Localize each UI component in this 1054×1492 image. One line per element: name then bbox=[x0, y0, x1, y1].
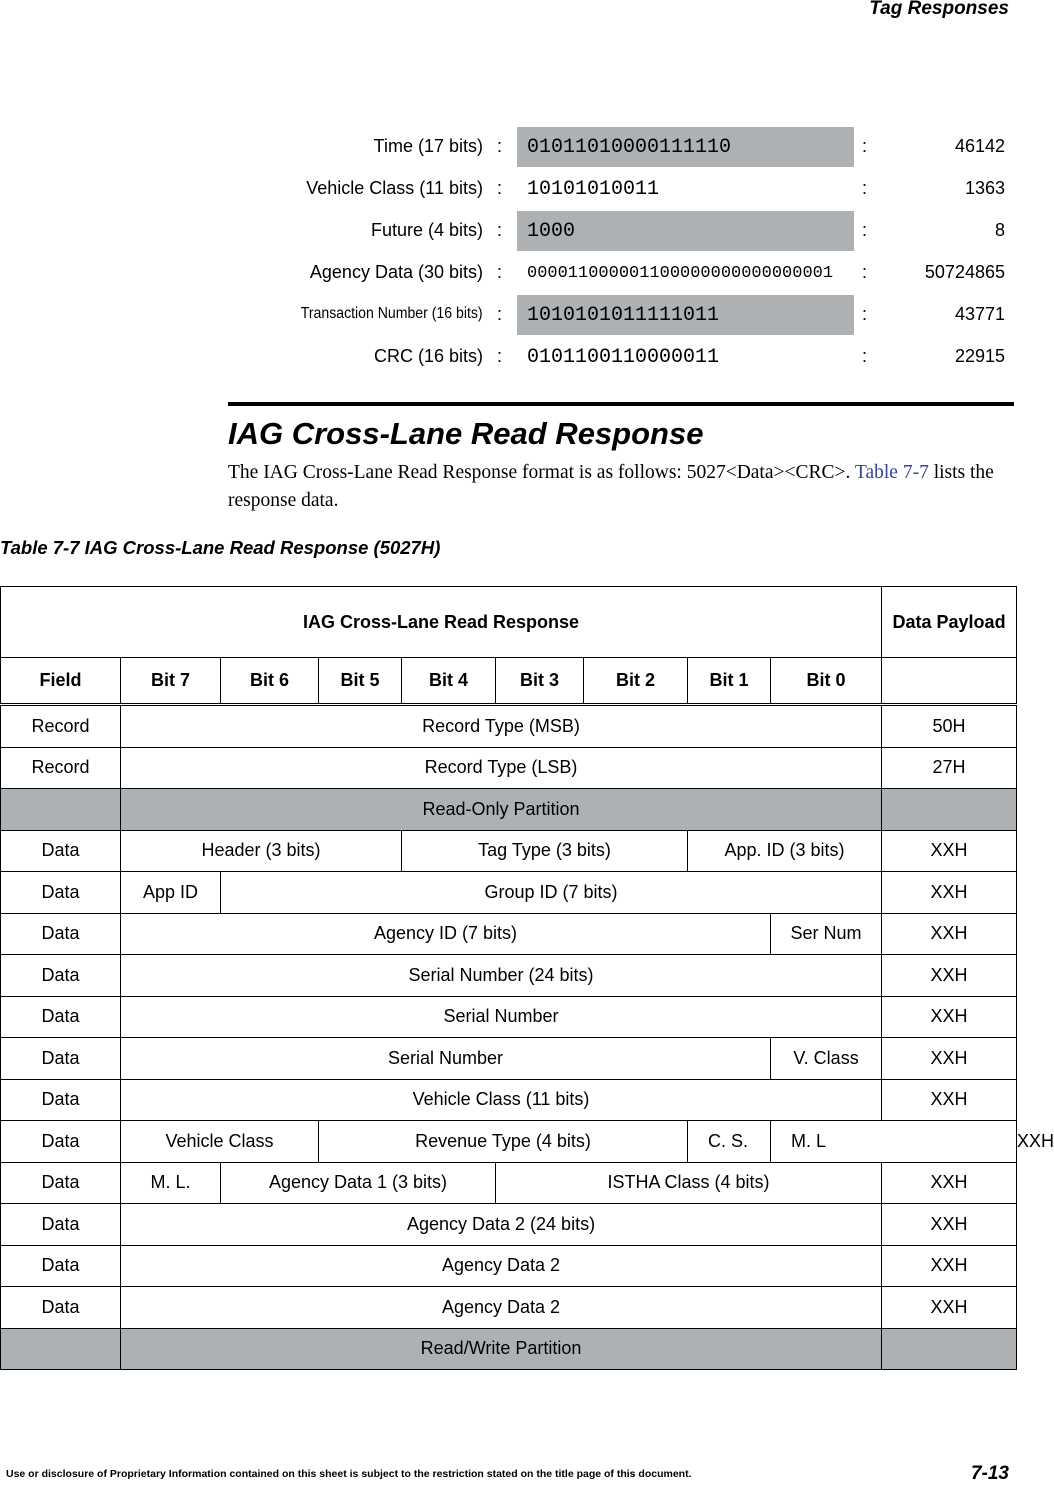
page-header-title: Tag Responses bbox=[869, 0, 1009, 19]
payload-cell: XXH bbox=[882, 1162, 1017, 1204]
table-title-row bbox=[1, 587, 1017, 658]
bit-cell: Agency ID (7 bits) bbox=[121, 913, 771, 955]
table-row bbox=[1, 747, 1017, 789]
field-cell: Data bbox=[1, 1162, 121, 1204]
partition-row bbox=[1, 1328, 1017, 1370]
field-cell: Data bbox=[1, 1121, 121, 1163]
bit-cell: Group ID (7 bits) bbox=[221, 872, 882, 914]
bit-field-binary: 1010101011111011 bbox=[527, 304, 720, 327]
bit-field-value-box bbox=[517, 127, 854, 167]
payload-cell: XXH bbox=[882, 1287, 1017, 1329]
table-row bbox=[1, 913, 1017, 955]
payload-cell: XXH bbox=[882, 872, 1017, 914]
partition-cell-empty bbox=[1, 789, 121, 831]
response-table bbox=[0, 586, 1054, 1370]
bit-field-row bbox=[0, 336, 1019, 378]
table-row bbox=[1, 1079, 1017, 1121]
field-cell: Data bbox=[1, 1287, 121, 1329]
footer-notice: Use or disclosure of Proprietary Information contained on this sheet is subject to the restriction stated on the title page of this document. bbox=[6, 1468, 692, 1480]
bit-field-binary: 1000 bbox=[527, 220, 576, 243]
column-header: Bit 6 bbox=[221, 658, 319, 705]
bit-cell: App. ID (3 bits) bbox=[688, 830, 882, 872]
bit-field-binary: 000011000001100000000000000001 bbox=[527, 264, 834, 283]
table-caption: Table 7-7 IAG Cross-Lane Read Response (5027H) bbox=[0, 537, 441, 558]
column-header-row bbox=[1, 658, 1017, 705]
bit-field-label: Future (4 bits) bbox=[370, 220, 483, 240]
bit-cell: M. L bbox=[771, 1121, 1017, 1163]
bit-field-label: Agency Data (30 bits) bbox=[309, 262, 483, 282]
bit-field-binary: 01011010000111110 bbox=[527, 136, 732, 159]
separator: : bbox=[497, 304, 503, 324]
payload-cell: XXH bbox=[882, 1204, 1017, 1246]
column-header: Bit 0 bbox=[771, 658, 882, 705]
separator: : bbox=[862, 304, 868, 324]
bit-field-binary: 0101100110000011 bbox=[527, 346, 720, 369]
bit-cell: Header (3 bits) bbox=[121, 830, 402, 872]
payload-cell: XXH bbox=[882, 913, 1017, 955]
column-header-empty bbox=[882, 658, 1017, 705]
field-cell: Data bbox=[1, 955, 121, 997]
bit-field-binary: 10101010011 bbox=[527, 178, 660, 201]
bit-field-value-box bbox=[517, 253, 854, 293]
table-row bbox=[1, 1287, 1017, 1329]
bit-cell: Tag Type (3 bits) bbox=[402, 830, 688, 872]
column-header: Bit 1 bbox=[688, 658, 771, 705]
payload-cell: XXH bbox=[882, 830, 1017, 872]
payload-cell: 50H bbox=[882, 705, 1017, 748]
bit-field-value-box bbox=[517, 169, 854, 209]
bit-field-row bbox=[0, 294, 1019, 336]
table-row bbox=[1, 705, 1017, 748]
bit-field-label: Transaction Number (16 bits) bbox=[301, 305, 483, 322]
bit-cell: ISTHA Class (4 bits) bbox=[496, 1162, 882, 1204]
payload-cell: XXH bbox=[882, 1245, 1017, 1287]
bit-field-decimal: 22915 bbox=[954, 346, 1005, 366]
bit-field-row bbox=[0, 126, 1019, 168]
bit-field-row bbox=[0, 252, 1019, 294]
bit-field-value-box bbox=[517, 295, 854, 335]
payload-cell: XXH bbox=[882, 955, 1017, 997]
bit-field-label: Time (17 bits) bbox=[373, 136, 483, 156]
column-header: Bit 5 bbox=[319, 658, 402, 705]
bit-cell: Record Type (LSB) bbox=[121, 747, 882, 789]
section-title: IAG Cross-Lane Read Response bbox=[228, 416, 704, 451]
separator: : bbox=[862, 346, 868, 366]
bit-cell: M. L. bbox=[121, 1162, 221, 1204]
column-header: Bit 7 bbox=[121, 658, 221, 705]
bit-field-label: CRC (16 bits) bbox=[373, 346, 483, 366]
table-row: Data Vehicle Class Revenue Type (4 bits) C. S. M. L XXH bbox=[1, 1121, 1017, 1163]
table-reference-link[interactable]: Table 7-7 bbox=[854, 462, 929, 483]
page-number: 7-13 bbox=[970, 1463, 1009, 1484]
field-cell: Record bbox=[1, 705, 121, 748]
section-divider bbox=[228, 402, 1014, 406]
body-text-start: The IAG Cross-Lane Read Response format is as follows: 5027<Data><CRC>. bbox=[228, 462, 855, 483]
table-row bbox=[1, 1162, 1017, 1204]
section-body bbox=[228, 459, 1013, 515]
bit-cell: C. S. bbox=[688, 1121, 771, 1163]
payload-cell: XXH bbox=[882, 1079, 1017, 1121]
bit-field-row bbox=[0, 168, 1019, 210]
bit-cell: Agency Data 2 bbox=[121, 1287, 882, 1329]
column-header: Bit 4 bbox=[402, 658, 496, 705]
bit-cell: Agency Data 2 bbox=[121, 1245, 882, 1287]
partition-cell-empty bbox=[882, 1328, 1017, 1370]
table-row bbox=[1, 1038, 1017, 1080]
bit-field-label: Vehicle Class (11 bits) bbox=[306, 178, 483, 198]
partition-cell-empty bbox=[882, 789, 1017, 831]
payload-header: Data Payload bbox=[882, 587, 1017, 658]
bit-field-decimal: 43771 bbox=[954, 304, 1005, 324]
field-cell: Data bbox=[1, 913, 121, 955]
table-row bbox=[1, 1245, 1017, 1287]
bit-cell: Serial Number bbox=[121, 1038, 771, 1080]
bit-field-decimal: 50724865 bbox=[924, 262, 1005, 282]
column-header: Bit 2 bbox=[584, 658, 688, 705]
payload-cell: XXH bbox=[882, 1038, 1017, 1080]
column-header: Field bbox=[1, 658, 121, 705]
field-cell: Data bbox=[1, 1038, 121, 1080]
separator: : bbox=[862, 220, 868, 240]
bit-cell: Serial Number (24 bits) bbox=[121, 955, 882, 997]
column-header: Bit 3 bbox=[496, 658, 584, 705]
bit-field-decimal: 46142 bbox=[954, 136, 1005, 156]
partition-label: Read-Only Partition bbox=[121, 789, 882, 831]
bit-field-row bbox=[0, 210, 1019, 252]
field-cell: Data bbox=[1, 1245, 121, 1287]
partition-cell-empty bbox=[1, 1328, 121, 1370]
bit-cell: Agency Data 1 (3 bits) bbox=[221, 1162, 496, 1204]
partition-row bbox=[1, 789, 1017, 831]
bit-cell: V. Class bbox=[771, 1038, 882, 1080]
field-cell: Data bbox=[1, 1079, 121, 1121]
table-title: IAG Cross-Lane Read Response bbox=[1, 587, 882, 658]
bit-cell: Serial Number bbox=[121, 996, 882, 1038]
bit-cell: Revenue Type (4 bits) bbox=[319, 1121, 688, 1163]
separator: : bbox=[862, 262, 868, 282]
separator: : bbox=[497, 262, 503, 282]
bit-cell: Ser Num bbox=[771, 913, 882, 955]
bit-field-value-box bbox=[517, 211, 854, 251]
field-cell: Record bbox=[1, 747, 121, 789]
separator: : bbox=[497, 346, 503, 366]
body-text-end: lists the response data. bbox=[228, 462, 994, 511]
bit-cell: Record Type (MSB) bbox=[121, 705, 882, 748]
separator: : bbox=[497, 136, 503, 156]
field-cell: Data bbox=[1, 996, 121, 1038]
bit-cell: Vehicle Class bbox=[121, 1121, 319, 1163]
bit-cell: Vehicle Class (11 bits) bbox=[121, 1079, 882, 1121]
partition-label: Read/Write Partition bbox=[121, 1328, 882, 1370]
payload-cell: 27H bbox=[882, 747, 1017, 789]
separator: : bbox=[497, 220, 503, 240]
bit-cell: App ID bbox=[121, 872, 221, 914]
table-row bbox=[1, 1204, 1017, 1246]
table-row bbox=[1, 996, 1017, 1038]
field-cell: Data bbox=[1, 1204, 121, 1246]
bit-cell: Agency Data 2 (24 bits) bbox=[121, 1204, 882, 1246]
separator: : bbox=[862, 178, 868, 198]
separator: : bbox=[497, 178, 503, 198]
bit-field-decimal: 8 bbox=[994, 220, 1005, 240]
bit-field-value-box bbox=[517, 337, 854, 377]
field-cell: Data bbox=[1, 872, 121, 914]
table-row bbox=[1, 955, 1017, 997]
separator: : bbox=[862, 136, 868, 156]
table-row bbox=[1, 872, 1017, 914]
table-row bbox=[1, 830, 1017, 872]
field-cell: Data bbox=[1, 830, 121, 872]
payload-cell: XXH bbox=[882, 996, 1017, 1038]
bit-field-decimal: 1363 bbox=[964, 178, 1005, 198]
